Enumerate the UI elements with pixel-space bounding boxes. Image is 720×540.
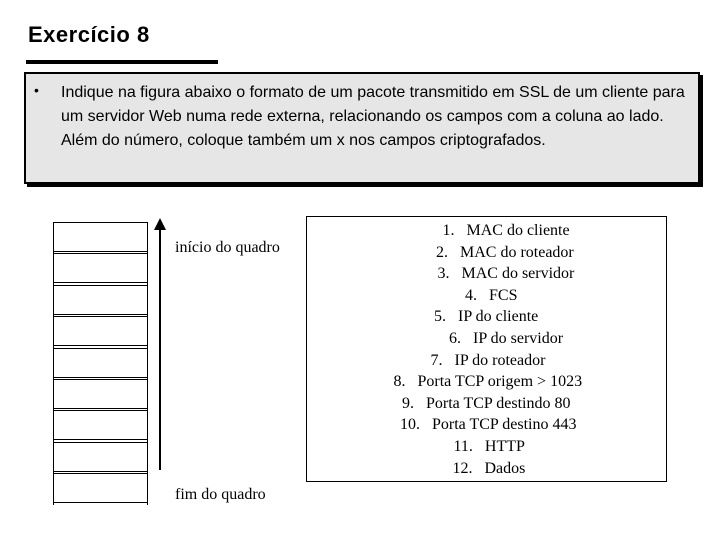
field-number: 6. (449, 330, 461, 347)
field-number: 1. (442, 222, 455, 239)
instruction-box (24, 72, 700, 184)
field-list-item (402, 395, 570, 413)
field-name: IP do roteador (454, 351, 546, 369)
frame-field-stack (53, 222, 148, 505)
field-name: Porta TCP destino 443 (432, 416, 577, 434)
field-name: MAC do roteador (460, 243, 574, 261)
field-list-item (465, 287, 517, 305)
field-name: Porta TCP destindo 80 (426, 394, 571, 412)
frame-direction-arrow (159, 228, 161, 470)
frame-field-cell[interactable] (54, 285, 147, 315)
field-list-item (454, 438, 525, 456)
frame-end-label: fim do quadro (175, 486, 266, 503)
frame-field-cell[interactable] (54, 253, 147, 283)
field-number: 5. (434, 308, 446, 326)
frame-field-cell[interactable] (54, 379, 147, 409)
field-name: MAC do servidor (461, 265, 575, 283)
field-list-item (438, 265, 575, 283)
field-number: 4. (465, 286, 477, 304)
field-name: IP do cliente (458, 308, 539, 326)
field-number: 10. (400, 416, 420, 434)
field-number: 7. (430, 351, 443, 369)
field-list-item (400, 416, 576, 434)
slide-title: Exercício 8 (28, 22, 150, 47)
field-list-item (394, 373, 583, 391)
field-list-box (306, 216, 667, 482)
field-list-item (449, 330, 563, 348)
field-number: 12. (452, 459, 473, 477)
field-list-item (431, 352, 546, 370)
instruction-text: Indique na figura abaixo o formato de um pacote transmitido em SSL de um cliente para um servidor Web numa rede externa, relacionando os campos com a coluna ao lado. Além do número, coloque também um x nos campos criptografados. (61, 84, 685, 149)
frame-field-cell[interactable] (54, 222, 147, 252)
field-name: Dados (484, 459, 526, 477)
field-list-item (434, 308, 538, 326)
frame-field-cell[interactable] (54, 410, 147, 440)
field-number: 3. (437, 265, 450, 283)
title-underline (26, 60, 218, 64)
frame-field-cell[interactable] (54, 473, 147, 503)
field-list-item (443, 222, 570, 240)
field-name: FCS (489, 286, 518, 304)
field-list-item (436, 244, 574, 262)
bullet-icon: • (34, 82, 39, 98)
field-name: Porta TCP origem > 1023 (417, 373, 583, 391)
frame-field-cell[interactable] (54, 348, 147, 378)
field-name: MAC do cliente (466, 222, 570, 239)
field-name: HTTP (484, 438, 525, 455)
field-number: 2. (436, 243, 448, 261)
field-list-item (453, 460, 526, 478)
frame-field-cell[interactable] (54, 442, 147, 472)
field-number: 8. (393, 373, 406, 391)
field-number: 9. (402, 394, 414, 412)
frame-field-cell[interactable] (54, 316, 147, 346)
field-name: IP do servidor (473, 330, 564, 347)
frame-start-label: início do quadro (175, 239, 280, 256)
field-number: 11. (453, 438, 473, 455)
